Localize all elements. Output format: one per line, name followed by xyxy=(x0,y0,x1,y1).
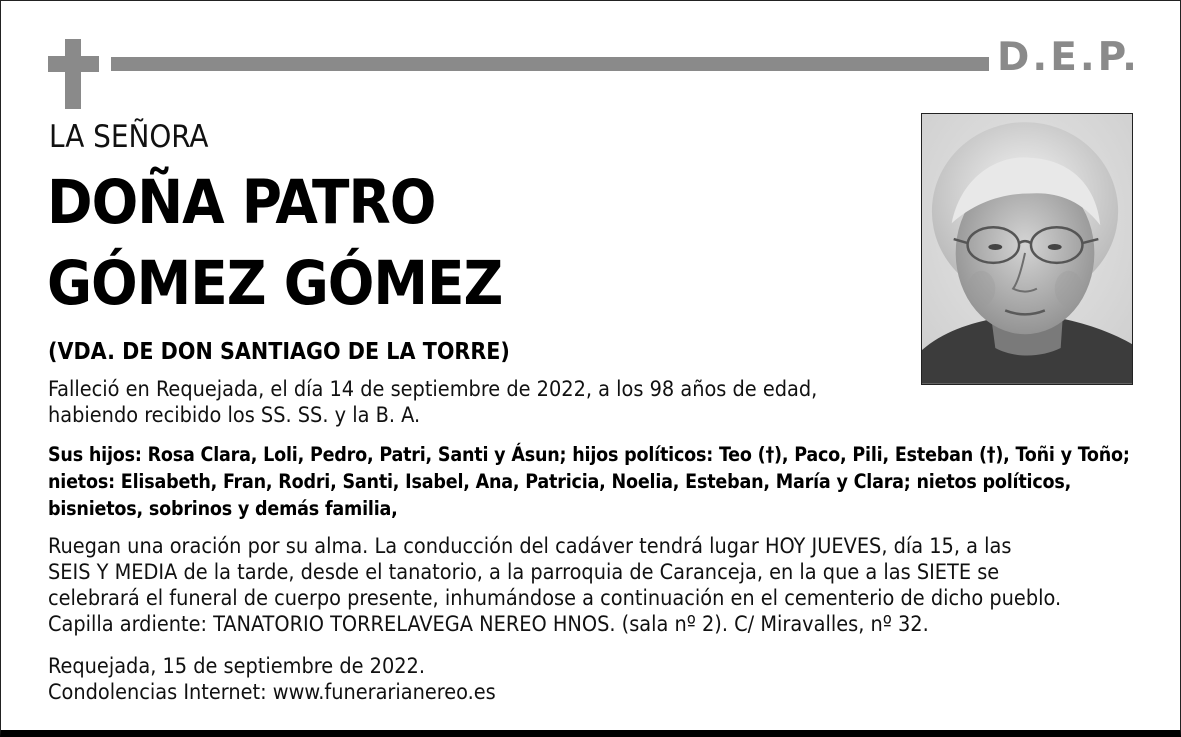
family-line: Sus hijos: Rosa Clara, Loli, Pedro, Patri, Santi y Ásun; hijos políticos: Teo (†), Paco, Pili, Esteban (†), Toñi y Toño; xyxy=(48,443,1130,466)
family-line: bisnietos, sobrinos y demás familia, xyxy=(48,497,398,520)
place-date: Requejada, 15 de septiembre de 2022. xyxy=(48,654,426,679)
death-notice xyxy=(48,377,868,429)
header-rule xyxy=(111,57,989,71)
title-prefix: LA SEÑORA xyxy=(49,119,209,155)
funeral-details xyxy=(48,534,1148,638)
dep-label: D.E.P. xyxy=(997,35,1140,80)
cross-icon xyxy=(48,39,99,109)
portrait-photo xyxy=(921,113,1133,385)
funeral-line: Capilla ardiente: TANATORIO TORRELAVEGA NEREO HNOS. (sala nº 2). C/ Miravalles, nº 32. xyxy=(48,612,929,637)
deceased-name-line1: DOÑA PATRO xyxy=(47,167,436,238)
death-notice-line: habiendo recibido los SS. SS. y la B. A. xyxy=(48,403,421,428)
widow-of-subtitle: (VDA. DE DON SANTIAGO DE LA TORRE) xyxy=(48,339,510,365)
condolences-line: Condolencias Internet: www.funerarianereo.es xyxy=(48,680,496,705)
funeral-line: Ruegan una oración por su alma. La conducción del cadáver tendrá lugar HOY JUEVES, día 15, a las xyxy=(48,534,1012,559)
closing xyxy=(48,654,1148,706)
death-notice-line: Falleció en Requejada, el día 14 de septiembre de 2022, a los 98 años de edad, xyxy=(48,377,818,402)
deceased-name-line2: GÓMEZ GÓMEZ xyxy=(47,248,503,319)
funeral-line: celebrará el funeral de cuerpo presente, inhumándose a continuación en el cementerio de dicho pueblo. xyxy=(48,586,1062,611)
family-line: nietos: Elisabeth, Fran, Rodri, Santi, Isabel, Ana, Patricia, Noelia, Esteban, María y Clara; nietos políticos, xyxy=(48,470,1072,493)
funeral-line: SEIS Y MEDIA de la tarde, desde el tanatorio, a la parroquia de Caranceja, en la que a las SIETE se xyxy=(48,560,1000,585)
portrait-illustration xyxy=(922,114,1132,384)
family-list xyxy=(48,441,1158,522)
